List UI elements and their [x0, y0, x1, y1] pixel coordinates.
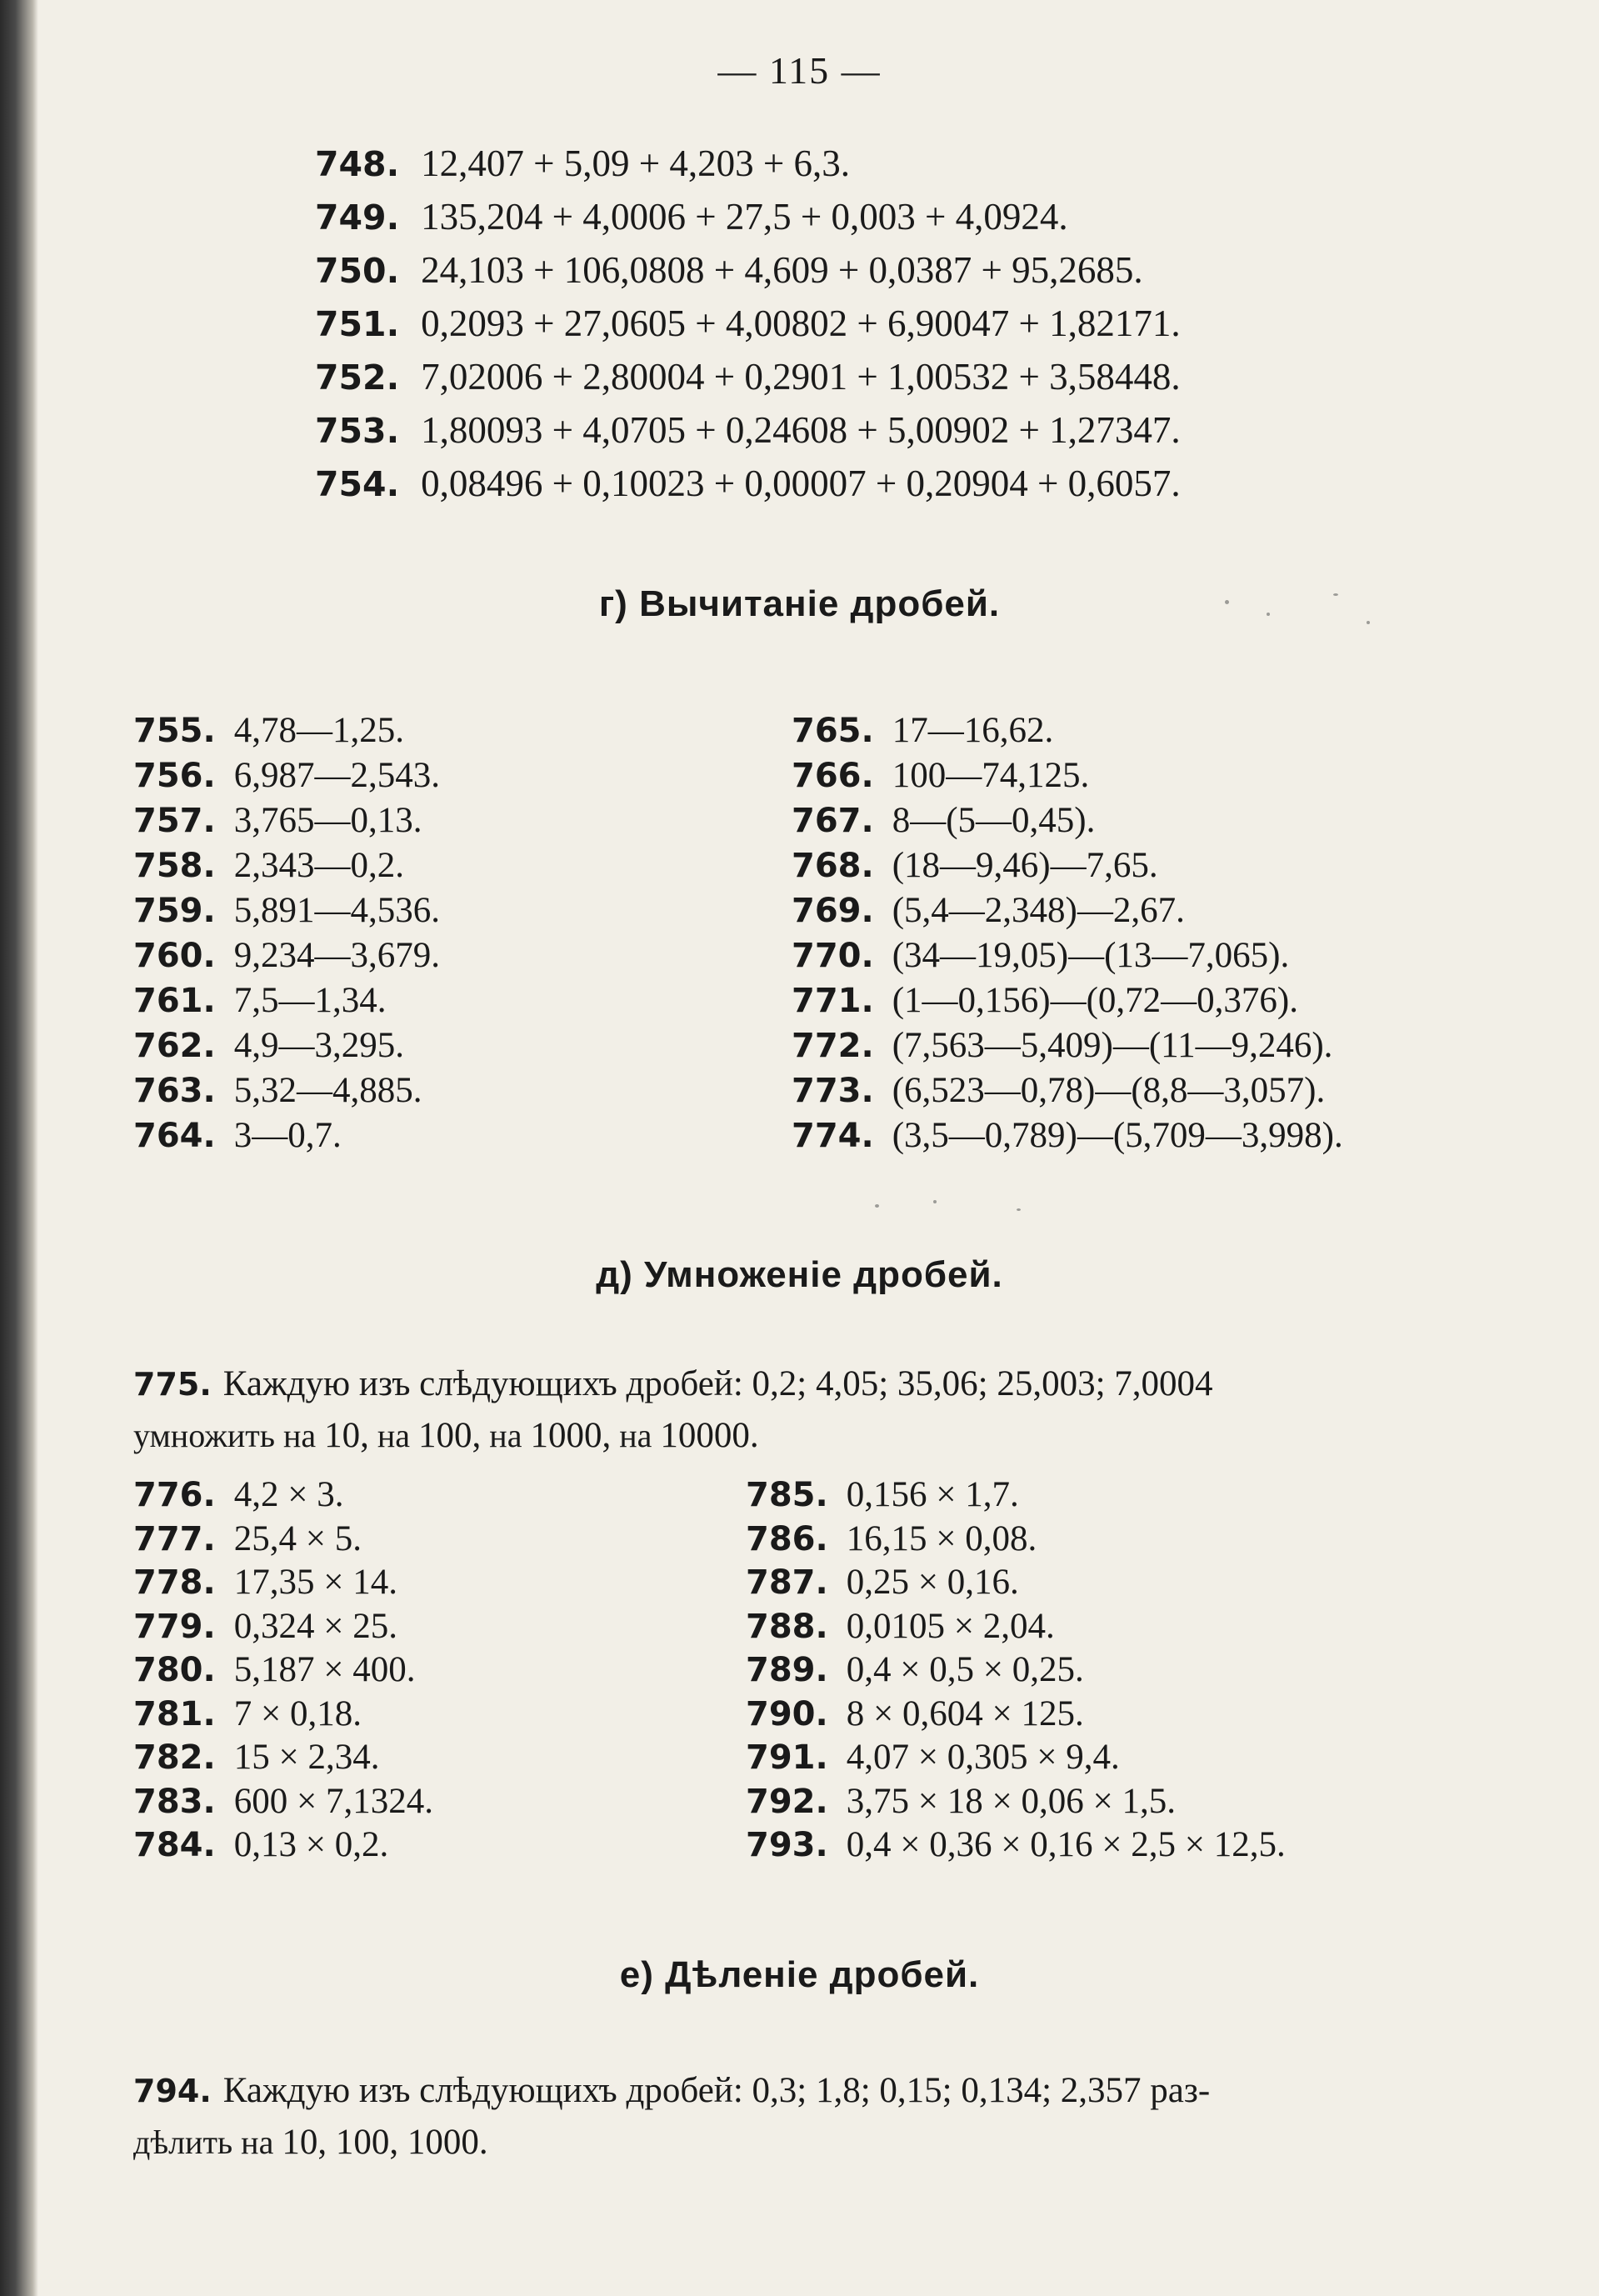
paragraph-number: 1000,	[530, 1416, 612, 1455]
exercise-number: 754.	[315, 464, 400, 504]
exercise-expression: (1—0,156)—(0,72—0,376).	[892, 981, 1298, 1020]
exercise-number: 774.	[792, 1117, 874, 1155]
exercise-764	[133, 1113, 440, 1158]
exercise-expression: 7 × 0,18.	[233, 1693, 362, 1733]
exercise-number: 772.	[792, 1027, 874, 1065]
exercise-expression: 15 × 2,34.	[233, 1738, 380, 1777]
exercise-expression: 4,07 × 0,305 × 9,4.	[846, 1738, 1120, 1777]
exercise-787	[746, 1561, 1286, 1605]
paragraph-number: 10000.	[660, 1416, 759, 1455]
exercise-expression: 600 × 7,1324.	[233, 1781, 433, 1821]
paragraph-text: на	[489, 1417, 522, 1454]
paragraph-text: Каждую изъ слѣдующихъ дробей: 0,2; 4,05; 35,06; 25,003; 7,0004	[222, 1364, 1213, 1403]
exercise-772	[792, 1023, 1343, 1068]
exercise-expression: 3,75 × 18 × 0,06 × 1,5.	[846, 1781, 1176, 1821]
exercise-753	[315, 404, 1181, 458]
exercise-number: 753.	[315, 411, 400, 451]
exercise-expression: 0,324 × 25.	[233, 1606, 397, 1646]
exercise-number: 771.	[792, 982, 874, 1020]
exercise-expression: 17—16,62.	[892, 711, 1054, 750]
exercise-number: 789.	[746, 1651, 828, 1689]
subtraction-left-column	[133, 708, 440, 1158]
paragraph-line-1	[133, 2065, 1450, 2117]
exercise-expression: 25,4 × 5.	[233, 1518, 362, 1558]
exercise-759	[133, 888, 440, 933]
scan-speck	[875, 1204, 879, 1208]
exercise-expression: 4,78—1,25.	[233, 711, 404, 750]
exercise-number: 750.	[315, 251, 400, 291]
exercise-expression: 5,32—4,885.	[233, 1071, 422, 1110]
section-heading-division: е) Дѣленіе дробей.	[619, 1954, 980, 1995]
exercise-786	[746, 1518, 1286, 1562]
exercise-number: 776.	[133, 1476, 216, 1514]
exercise-number: 748.	[315, 144, 400, 184]
exercise-expression: 0,25 × 0,16.	[846, 1563, 1019, 1602]
exercise-number: 777.	[133, 1519, 216, 1558]
exercise-number: 781.	[133, 1694, 216, 1733]
exercise-748	[315, 138, 1181, 191]
exercise-number: 751.	[315, 304, 400, 344]
exercise-number: 758.	[133, 847, 216, 885]
exercise-765	[792, 708, 1343, 753]
exercise-780	[133, 1648, 433, 1693]
exercise-number: 769.	[792, 892, 874, 930]
exercise-778	[133, 1561, 433, 1605]
paragraph-text: умножить на	[133, 1417, 317, 1454]
exercise-number: 784.	[133, 1826, 216, 1864]
paragraph-text: на	[619, 1417, 652, 1454]
exercise-expression: 6,987—2,543.	[233, 756, 440, 795]
exercise-760	[133, 933, 440, 978]
exercise-755	[133, 708, 440, 753]
exercise-number: 783.	[133, 1782, 216, 1821]
exercise-761	[133, 978, 440, 1023]
exercise-775-paragraph	[133, 1358, 1450, 1462]
exercise-expression: 9,234—3,679.	[233, 936, 440, 975]
exercise-763	[133, 1068, 440, 1113]
subtraction-right-column	[792, 708, 1343, 1158]
exercise-expression: 17,35 × 14.	[233, 1563, 397, 1602]
exercise-expression: 4,9—3,295.	[233, 1026, 404, 1065]
exercise-expression: 100—74,125.	[892, 756, 1090, 795]
exercise-771	[792, 978, 1343, 1023]
exercise-expression: 1,80093 + 4,0705 + 0,24608 + 5,00902 + 1,27347.	[421, 409, 1181, 451]
exercise-788	[746, 1605, 1286, 1649]
paragraph-number: 10, 100, 1000.	[282, 2123, 488, 2162]
exercise-number: 763.	[133, 1072, 216, 1110]
page-number: — 115 —	[717, 49, 882, 92]
exercise-expression: 0,13 × 0,2.	[233, 1825, 389, 1864]
exercise-779	[133, 1605, 433, 1649]
exercise-number: 757.	[133, 802, 216, 840]
exercise-number: 761.	[133, 982, 216, 1020]
exercise-number: 749.	[315, 198, 400, 238]
exercise-number: 791.	[746, 1738, 828, 1777]
exercise-752	[315, 351, 1181, 404]
exercise-expression: (34—19,05)—(13—7,065).	[892, 936, 1290, 975]
exercise-number: 759.	[133, 892, 216, 930]
exercise-expression: 135,204 + 4,0006 + 27,5 + 0,003 + 4,0924.	[421, 196, 1068, 238]
exercise-number: 752.	[315, 358, 400, 398]
exercise-expression: (7,563—5,409)—(11—9,246).	[892, 1026, 1333, 1065]
exercise-767	[792, 798, 1343, 843]
exercise-number: 756.	[133, 757, 216, 795]
section-heading-multiplication: д) Умноженіе дробей.	[596, 1254, 1003, 1295]
exercise-expression: 0,2093 + 27,0605 + 4,00802 + 6,90047 + 1,82171.	[421, 303, 1181, 344]
addition-exercises	[315, 138, 1181, 511]
exercise-794-paragraph	[133, 2065, 1450, 2168]
exercise-expression: 7,5—1,34.	[233, 981, 387, 1020]
exercise-expression: 8—(5—0,45).	[892, 801, 1096, 840]
paragraph-text: Каждую изъ слѣдующихъ дробей: 0,3; 1,8; 0,15; 0,134; 2,357 раз-	[222, 2071, 1211, 2110]
exercise-number: 760.	[133, 937, 216, 975]
exercise-expression: 0,4 × 0,5 × 0,25.	[846, 1650, 1084, 1689]
paragraph-line-2	[133, 1410, 1450, 1462]
exercise-758	[133, 843, 440, 888]
exercise-number: 768.	[792, 847, 874, 885]
paragraph-text: дѣлить на	[133, 2123, 274, 2161]
exercise-791	[746, 1736, 1286, 1780]
exercise-773	[792, 1068, 1343, 1113]
exercise-number: 793.	[746, 1826, 828, 1864]
exercise-754	[315, 458, 1181, 511]
paragraph-line-2	[133, 2117, 1450, 2168]
exercise-789	[746, 1648, 1286, 1693]
exercise-number: 794.	[133, 2073, 212, 2109]
paragraph-text: на	[377, 1417, 411, 1454]
exercise-785	[746, 1473, 1286, 1518]
paragraph-number: 10,	[324, 1416, 369, 1455]
exercise-768	[792, 843, 1343, 888]
exercise-expression: (18—9,46)—7,65.	[892, 846, 1158, 885]
exercise-number: 782.	[133, 1738, 216, 1777]
exercise-number: 790.	[746, 1694, 828, 1733]
exercise-expression: 24,103 + 106,0808 + 4,609 + 0,0387 + 95,2685.	[421, 249, 1143, 291]
exercise-number: 767.	[792, 802, 874, 840]
exercise-number: 780.	[133, 1651, 216, 1689]
exercise-749	[315, 191, 1181, 244]
exercise-number: 765.	[792, 712, 874, 750]
exercise-792	[746, 1780, 1286, 1824]
paragraph-number: 100,	[418, 1416, 482, 1455]
exercise-757	[133, 798, 440, 843]
exercise-777	[133, 1518, 433, 1562]
section-heading-subtraction: г) Вычитаніе дробей.	[598, 583, 1001, 624]
book-spine-shadow	[0, 0, 38, 2296]
exercise-776	[133, 1473, 433, 1518]
exercise-769	[792, 888, 1343, 933]
exercise-number: 762.	[133, 1027, 216, 1065]
exercise-number: 785.	[746, 1476, 828, 1514]
exercise-expression: 0,08496 + 0,10023 + 0,00007 + 0,20904 + 0,6057.	[421, 463, 1181, 504]
exercise-expression: 3,765—0,13.	[233, 801, 422, 840]
exercise-784	[133, 1823, 433, 1868]
exercise-751	[315, 298, 1181, 351]
paragraph-line-1	[133, 1358, 1450, 1410]
multiplication-left-column	[133, 1473, 433, 1868]
exercise-793	[746, 1823, 1286, 1868]
exercise-750	[315, 244, 1181, 298]
exercise-number: 779.	[133, 1607, 216, 1646]
exercise-756	[133, 753, 440, 798]
scan-speck	[1017, 1208, 1021, 1211]
exercise-number: 766.	[792, 757, 874, 795]
exercise-number: 787.	[746, 1563, 828, 1602]
exercise-number: 778.	[133, 1563, 216, 1602]
exercise-783	[133, 1780, 433, 1824]
exercise-number: 775.	[133, 1366, 212, 1403]
exercise-774	[792, 1113, 1343, 1158]
exercise-expression: 8 × 0,604 × 125.	[846, 1693, 1084, 1733]
exercise-expression: 0,156 × 1,7.	[846, 1475, 1019, 1514]
exercise-770	[792, 933, 1343, 978]
exercise-number: 770.	[792, 937, 874, 975]
exercise-expression: 12,407 + 5,09 + 4,203 + 6,3.	[421, 143, 851, 184]
exercise-782	[133, 1736, 433, 1780]
exercise-expression: 4,2 × 3.	[233, 1475, 344, 1514]
exercise-expression: 5,891—4,536.	[233, 891, 440, 930]
exercise-790	[746, 1693, 1286, 1737]
exercise-expression: (6,523—0,78)—(8,8—3,057).	[892, 1071, 1326, 1110]
exercise-expression: 16,15 × 0,08.	[846, 1518, 1037, 1558]
exercise-expression: 5,187 × 400.	[233, 1650, 416, 1689]
exercise-762	[133, 1023, 440, 1068]
exercise-expression: (5,4—2,348)—2,67.	[892, 891, 1185, 930]
exercise-number: 792.	[746, 1782, 828, 1821]
exercise-number: 786.	[746, 1519, 828, 1558]
scan-speck	[933, 1200, 937, 1203]
exercise-number: 755.	[133, 712, 216, 750]
exercise-766	[792, 753, 1343, 798]
exercise-number: 788.	[746, 1607, 828, 1646]
exercise-number: 764.	[133, 1117, 216, 1155]
exercise-expression: 0,0105 × 2,04.	[846, 1606, 1055, 1646]
exercise-expression: 7,02006 + 2,80004 + 0,2901 + 1,00532 + 3,58448.	[421, 356, 1181, 398]
exercise-781	[133, 1693, 433, 1737]
multiplication-right-column	[746, 1473, 1286, 1868]
exercise-expression: (3,5—0,789)—(5,709—3,998).	[892, 1116, 1343, 1155]
exercise-expression: 0,4 × 0,36 × 0,16 × 2,5 × 12,5.	[846, 1825, 1286, 1864]
exercise-expression: 3—0,7.	[233, 1116, 342, 1155]
exercise-number: 773.	[792, 1072, 874, 1110]
exercise-expression: 2,343—0,2.	[233, 846, 404, 885]
